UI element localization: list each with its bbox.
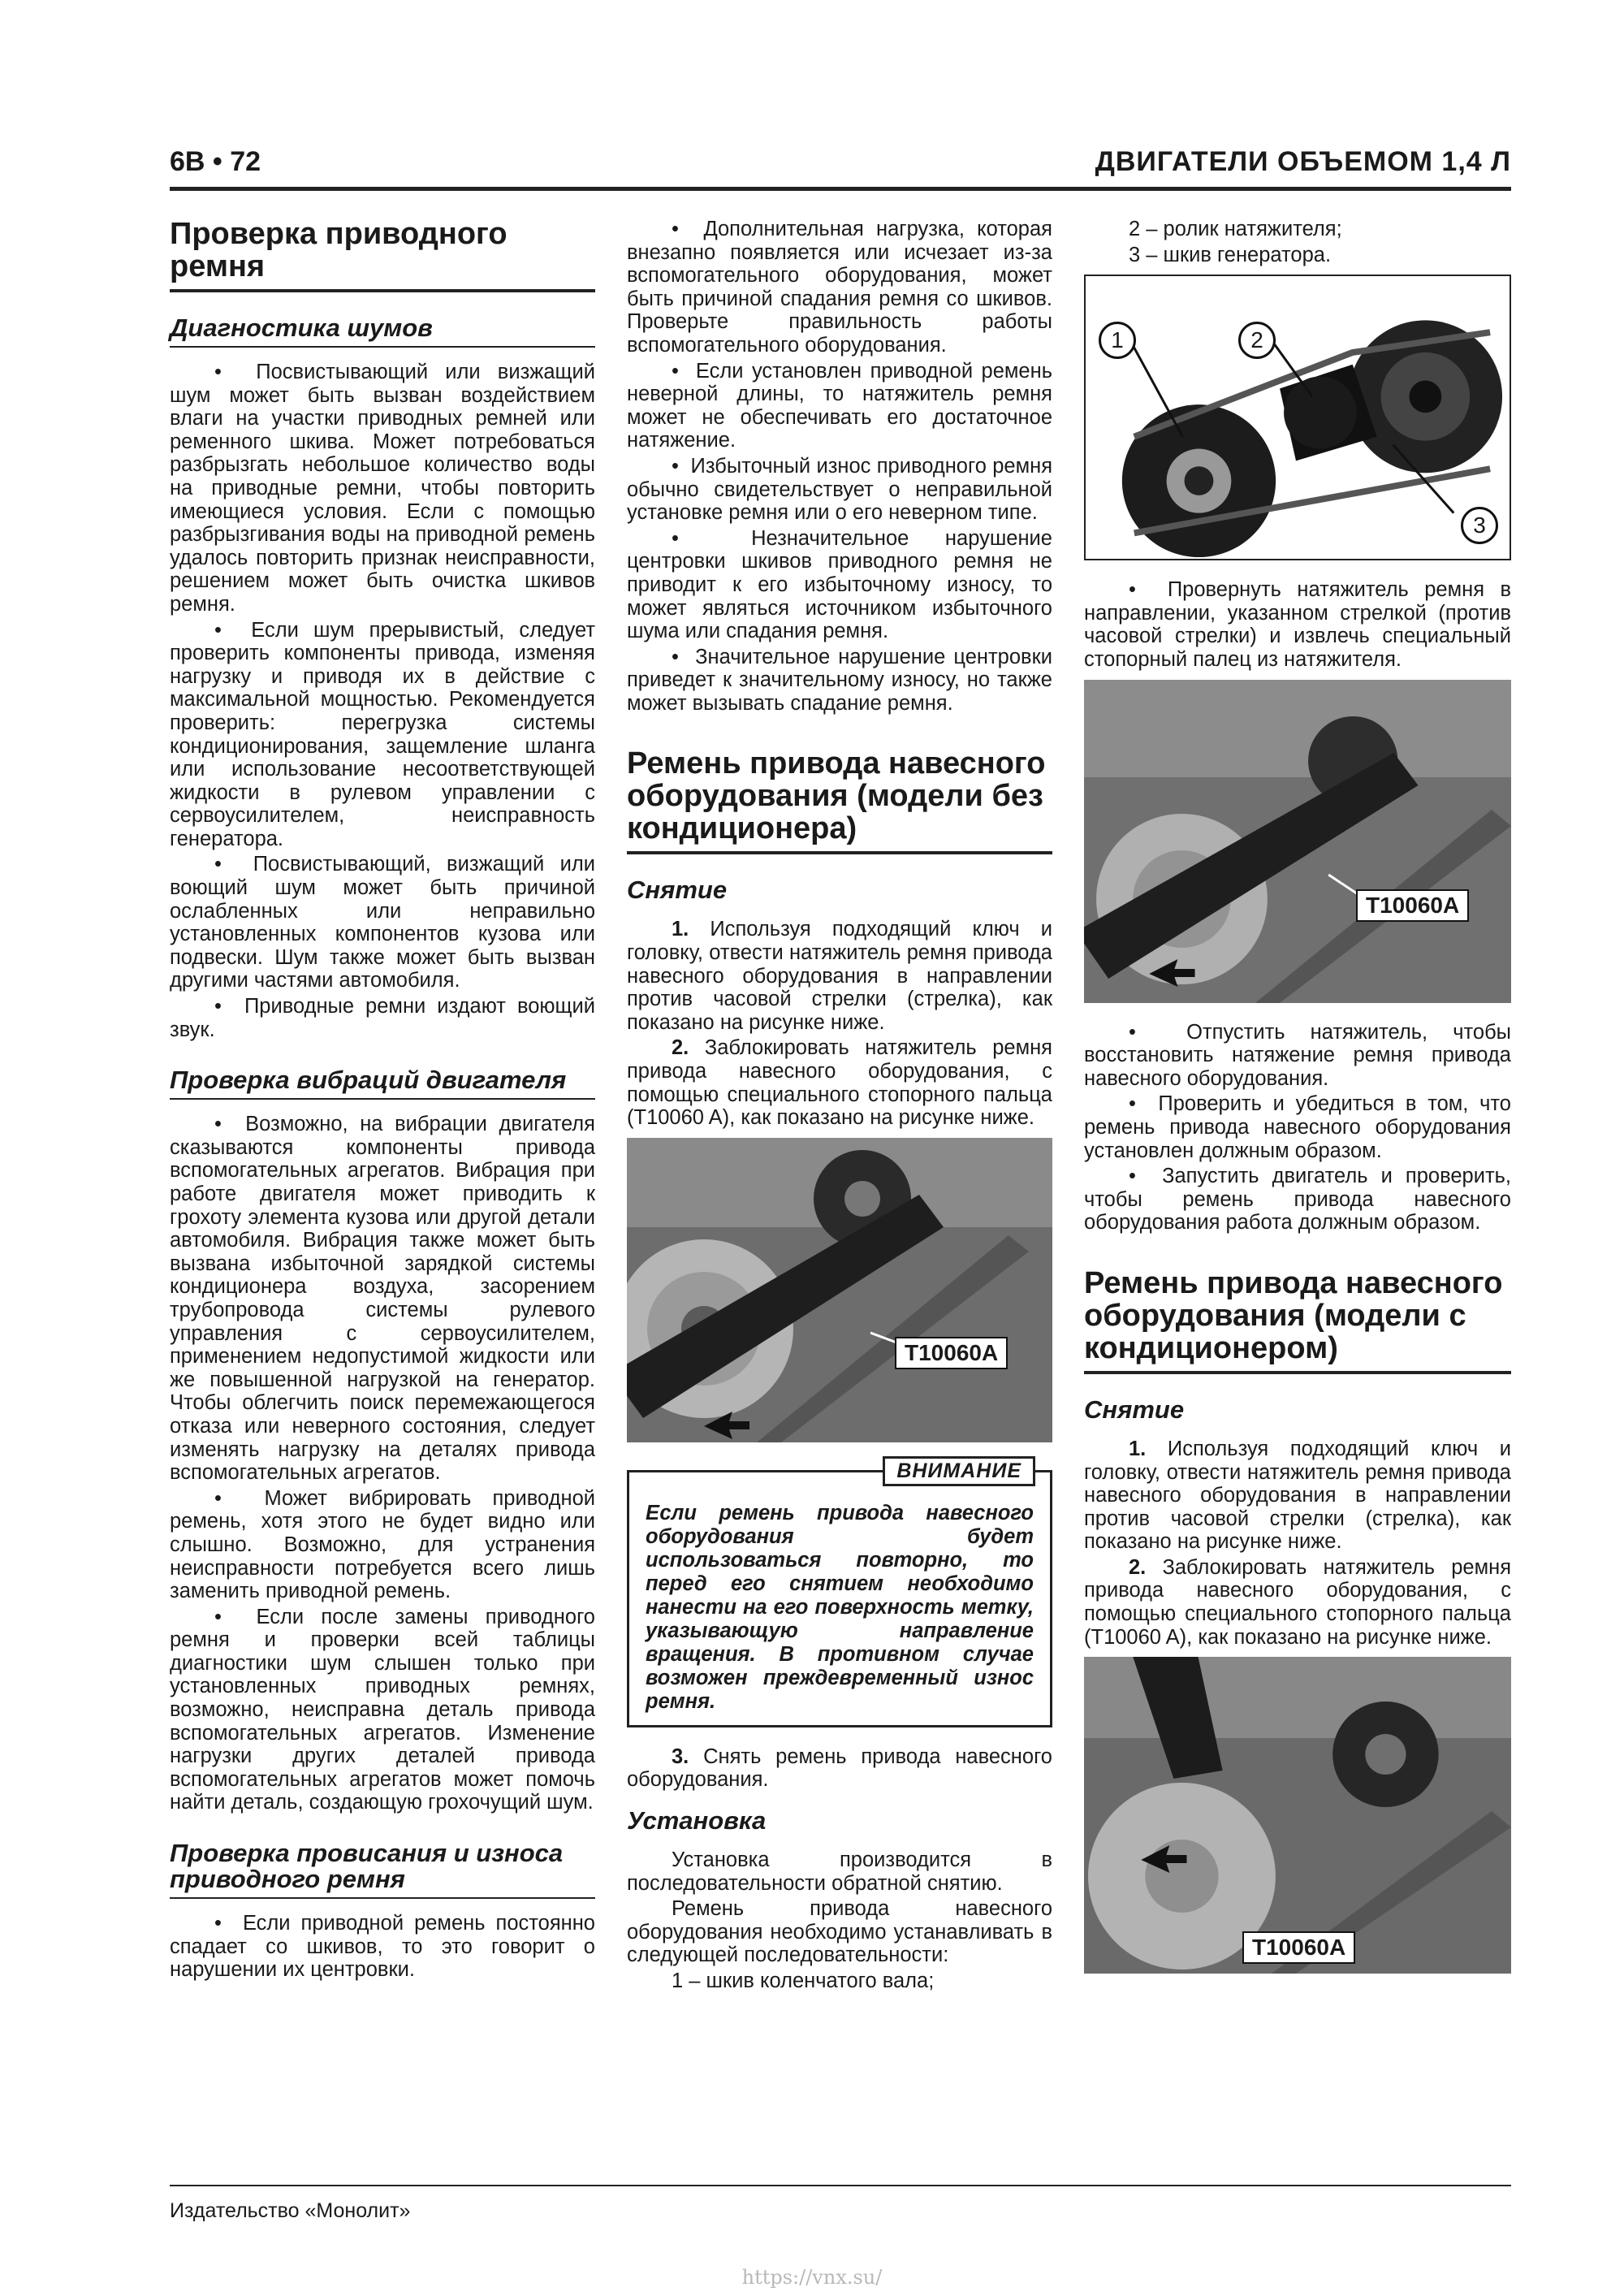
- paragraph: • Значительное нарушение центровки приведет к значительному износу, но также может вызывать спадание ремня.: [627, 646, 1052, 716]
- paragraph: • Незначительное нарушение центровки шкивов приводного ремня не приводит к его избыточному износу, то может являться источником избыточного шума или спадания ремня.: [627, 527, 1052, 643]
- callout-1: 1: [1099, 322, 1136, 359]
- callout-3: 3: [1461, 507, 1498, 544]
- publisher: Издательство «Монолит»: [170, 2199, 411, 2222]
- paragraph: • Может вибрировать приводной ремень, хотя этого не будет видно или слышно. Возможно, для устранения неисправности потребуется всего лишь заменить приводной ремень.: [170, 1487, 595, 1603]
- paragraph: • Посвистывающий или визжащий шум может быть вызван воздействием влаги на участки приводных ремней или ременного шкива. Может потребоваться разбрызгать небольшое количество воды на приводные ремни, чтобы повторить имеющиеся условия. Если с помощью разбрызгивания воды на приводной ремень удалось повторить признак неисправности, решением может быть очистка шкивов ремня.: [170, 361, 595, 616]
- heading-installation: Установка: [627, 1806, 767, 1835]
- list-item: 1 – шкив коленчатого вала;: [672, 1969, 935, 1992]
- paragraph: Ремень привода навесного оборудования необходимо устанавливать в следующей последовательности:: [627, 1897, 1052, 1967]
- paragraph: • Избыточный износ приводного ремня обычно свидетельствует о неправильной установке ремня или о его неверном типе.: [627, 455, 1052, 525]
- list-item: 2 – ролик натяжителя;: [1129, 218, 1342, 240]
- photo-tensioner-ac: [1084, 1657, 1511, 1974]
- heading-removal: Снятие: [627, 876, 728, 905]
- paragraph: • Если шум прерывистый, следует проверить компоненты привода, изменяя нагрузку и приводя их в действие с максимальной мощностью. Рекомендуется проверить: перегрузка системы кондиционирования, защемление шланга или использование несоответствующей жидкости в рулевом управлении с сервоусилителем, неисправность генератора.: [170, 619, 595, 851]
- page-header: [170, 146, 1511, 180]
- paragraph: • Приводные ремни издают воющий звук.: [170, 995, 595, 1041]
- step-2: 2. Заблокировать натяжитель ремня привода навесного оборудования, с помощью специального стопорного пальца (T10060 A), как показано на рисунке ниже.: [627, 1036, 1052, 1130]
- warning-box: [627, 1459, 1052, 1727]
- paragraph: • Посвистывающий, визжащий или воющий шум может быть причиной ослабленных или неправильно установленных компонентов кузова или подвески. Шум также может быть вызван другими частями автомобиля.: [170, 853, 595, 992]
- heading-vibration-check: Проверка вибраций двигателя: [170, 1066, 567, 1095]
- warning-title: ВНИМАНИЕ: [883, 1456, 1035, 1486]
- callout-2: 2: [1238, 322, 1276, 359]
- heading-noise-diagnostics: Диагностика шумов: [170, 313, 433, 342]
- heading-sag-check: Проверка провисания и износа приводного ремня: [170, 1839, 564, 1894]
- paragraph: • Если приводной ремень постоянно спадает со шкивов, то это говорит о нарушении их центровки.: [170, 1912, 595, 1982]
- heading-rule: [170, 346, 595, 348]
- list-item: 3 – шкив генератора.: [1129, 243, 1332, 266]
- heading-rule: [170, 1897, 595, 1899]
- heading-rule: [170, 1098, 595, 1100]
- column-right: [1084, 218, 1511, 1991]
- title-rule: [1084, 1371, 1511, 1374]
- diagram-belt-routing: [1084, 275, 1511, 560]
- watermark-url: https://vnx.su/: [741, 2266, 883, 2289]
- paragraph: • Проверить и убедиться в том, что ремень привода навесного оборудования установлен должным образом.: [1084, 1092, 1511, 1162]
- tool-label: T10060A: [1356, 889, 1469, 922]
- paragraph: • Если установлен приводной ремень неверной длины, то натяжитель ремня может не обеспечивать его достаточное натяжение.: [627, 360, 1052, 452]
- tool-label: T10060A: [1242, 1931, 1355, 1964]
- title-with-ac: Ремень привода навесного оборудования (модели с кондиционером): [1084, 1265, 1503, 1365]
- title-no-ac: Ремень привода навесного оборудования (модели без кондиционера): [627, 746, 1046, 846]
- title-rule: [170, 289, 595, 292]
- engine-photo-illustration: [1084, 1657, 1511, 1974]
- heading-removal: Снятие: [1084, 1394, 1185, 1424]
- photo-tensioner-lock: [627, 1138, 1052, 1442]
- belt-routing-illustration: [1086, 276, 1510, 559]
- engine-photo-illustration: [627, 1138, 1052, 1442]
- paragraph: Установка производится в последовательности обратной снятию.: [627, 1848, 1052, 1895]
- title-rule: [627, 851, 1052, 854]
- tool-label: T10060A: [895, 1337, 1008, 1369]
- step-2: 2. Заблокировать натяжитель ремня привода навесного оборудования, с помощью специального стопорного пальца (T10060 A), как показано на рисунке ниже.: [1084, 1555, 1511, 1649]
- step-1: 1. Используя подходящий ключ и головку, отвести натяжитель ремня привода навесного оборудования в направлении против часовой стрелки (стрелка), как показано на рисунке ниже.: [627, 918, 1052, 1034]
- engine-photo-illustration: [1084, 680, 1511, 1003]
- paragraph: • Отпустить натяжитель, чтобы восстановить натяжение ремня привода навесного оборудования.: [1084, 1021, 1511, 1091]
- step-1: 1. Используя подходящий ключ и головку, отвести натяжитель ремня привода навесного оборудования в направлении против часовой стрелки (стрелка), как показано на рисунке ниже.: [1084, 1437, 1511, 1554]
- paragraph: • Если после замены приводного ремня и проверки всей таблицы диагностики шум слышен только при установленных приводных ремнях, возможно, неисправна деталь привода вспомогательных агрегатов. Изменение нагрузки других деталей привода вспомогательных агрегатов может помочь найти деталь, создающую грохочущий шум.: [170, 1606, 595, 1814]
- photo-tensioner-release: [1084, 680, 1511, 1003]
- paragraph: • Возможно, на вибрации двигателя сказываются компоненты привода вспомогательных агрегатов. Вибрация при работе двигателя может приводить к грохоту элемента кузова или другой детали автомобиля. Вибрация также может быть вызвана избыточной зарядкой системы кондиционера воздуха, засорением трубопровода системы рулевого управления с сервоусилителем, применением недопустимой жидкости или же повышенной нагрузкой на генератор. Чтобы облегчить поиск перемежающегося отказа или неверного состояния, следует изменять нагрузку на деталях привода вспомогательных агрегатов.: [170, 1113, 595, 1485]
- step-3: 3. Снять ремень привода навесного оборудования.: [627, 1745, 1052, 1792]
- warning-text: Если ремень привода навесного оборудования будет использоваться повторно, то перед его снятием необходимо нанести на его поверхность метку, указывающую направление вращения. В противном случае возможен преждевременный износ ремня.: [646, 1501, 1034, 1713]
- header-rule: [170, 187, 1511, 191]
- footer-rule: [170, 2185, 1511, 2186]
- title-belt-check: Проверка приводного ремня: [170, 217, 508, 283]
- section-header-title: ДВИГАТЕЛИ ОБЪЕМОМ 1,4 Л: [1095, 146, 1511, 177]
- paragraph: • Запустить двигатель и проверить, чтобы ремень привода навесного оборудования работа должным образом.: [1084, 1165, 1511, 1234]
- page-number: 6В • 72: [170, 146, 261, 177]
- paragraph: • Провернуть натяжитель ремня в направлении, указанном стрелкой (против часовой стрелки) и извлечь специальный стопорный палец из натяжителя.: [1084, 578, 1511, 671]
- column-middle: [627, 218, 1052, 1995]
- paragraph: • Дополнительная нагрузка, которая внезапно появляется или исчезает из-за вспомогательного оборудования, может быть причиной спадания ремня со шкивов. Проверьте правильность работы вспомогательного оборудования.: [627, 218, 1052, 357]
- column-left: [170, 218, 595, 1984]
